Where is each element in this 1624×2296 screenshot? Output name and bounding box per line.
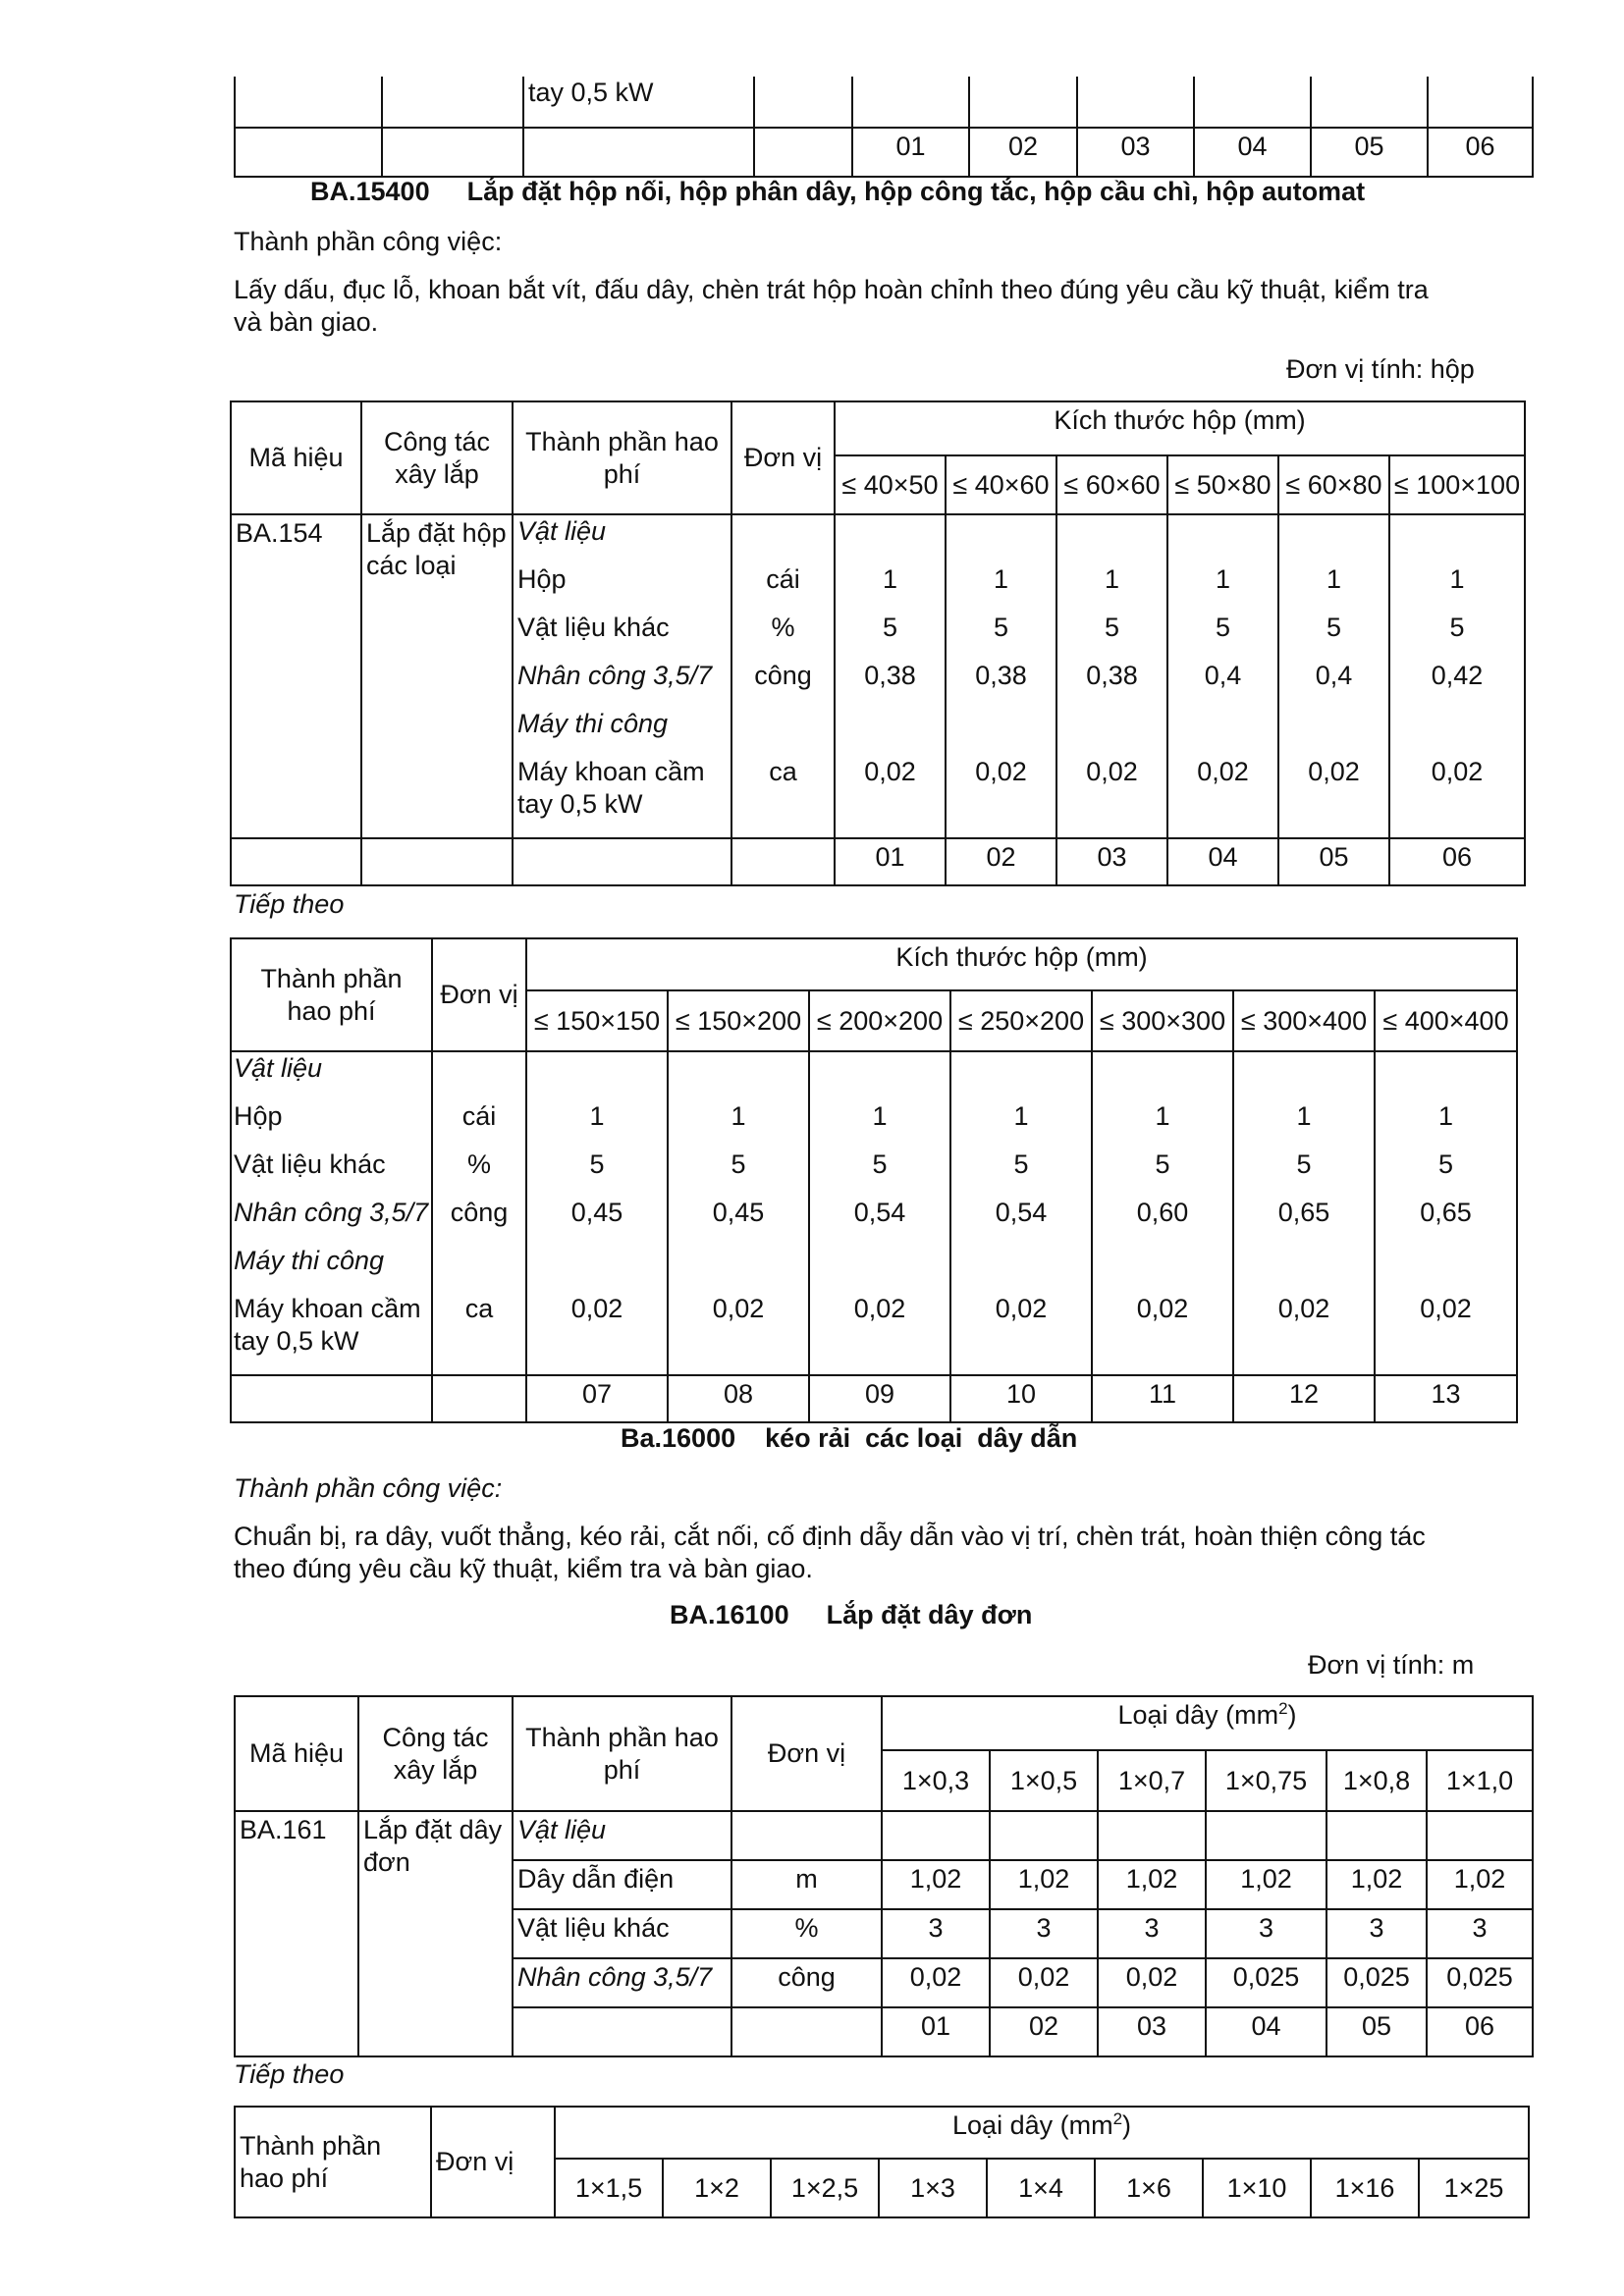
value-cell: 1,02 <box>1098 1860 1206 1909</box>
size-header: 1×0,8 <box>1326 1750 1427 1811</box>
unit-label <box>435 1052 523 1100</box>
component-label: Máy khoan cầm tay 0,5 kW <box>234 1294 421 1356</box>
code-cell: 04 <box>1167 838 1278 885</box>
code-cell: 13 <box>1375 1375 1517 1422</box>
code-cell: 01 <box>835 838 946 885</box>
section-title: kéo rải các loại dây dẫn <box>765 1423 1078 1453</box>
section-heading <box>310 177 1365 207</box>
size-header: 1×0,7 <box>1098 1750 1206 1811</box>
value-cell: 1,02 <box>1326 1860 1427 1909</box>
component-label: Hộp <box>234 1101 283 1131</box>
value-cell: 5 <box>872 1149 888 1179</box>
component-label: Máy khoan cầm tay 0,5 kW <box>517 757 705 819</box>
value-cell: 1,02 <box>882 1860 990 1909</box>
value-cell: 1 <box>872 1101 888 1131</box>
value-column <box>1389 514 1525 838</box>
value-cell: 0,02 <box>1308 757 1360 786</box>
value-cell <box>1390 708 1524 756</box>
value-cell <box>1093 1052 1232 1100</box>
unit-label: ca <box>769 757 797 786</box>
size-header: 1×2,5 <box>771 2159 879 2217</box>
value-cell: 0,02 <box>1098 1958 1206 2007</box>
unit-list <box>432 1051 526 1375</box>
size-header: 1×4 <box>987 2159 1095 2217</box>
unit-label: công <box>731 1958 882 2007</box>
component-label: Vật liệu khác <box>513 1909 731 1958</box>
value-cell: 0,02 <box>712 1294 765 1323</box>
value-cell: 1 <box>1437 1101 1454 1131</box>
component-label: Dây dẫn điện <box>513 1860 731 1909</box>
size-header: ≤ 100×100 <box>1389 455 1525 514</box>
norm-table-ba154-cont <box>230 937 1518 1423</box>
header-unit: Đơn vị <box>431 2107 555 2217</box>
unit-note: Đơn vị tính: m <box>1308 1650 1475 1680</box>
header-group-text: Loại dây (mm <box>952 2110 1113 2140</box>
value-cell <box>1376 1052 1516 1100</box>
size-header: 1×1,5 <box>555 2159 663 2217</box>
value-column <box>526 1051 668 1375</box>
code-cell: 04 <box>1194 128 1311 177</box>
section-code: BA.16100 <box>670 1600 789 1629</box>
value-cell: 5 <box>1013 1149 1029 1179</box>
value-cell <box>527 1245 667 1293</box>
code-cell: 01 <box>882 2007 990 2056</box>
value-cell: 1 <box>731 1101 746 1131</box>
code-cell: 02 <box>969 128 1077 177</box>
value-cell: 0,02 <box>995 1294 1048 1323</box>
value-column <box>1167 514 1278 838</box>
header-group-end: ) <box>1122 2110 1132 2140</box>
code-cell: 06 <box>1427 2007 1533 2056</box>
code-cell: 07 <box>526 1375 668 1422</box>
value-cell <box>1093 1245 1232 1293</box>
value-column <box>835 514 946 838</box>
value-cell: 1,02 <box>1206 1860 1326 1909</box>
value-cell: 1,02 <box>1427 1860 1533 1909</box>
norm-table-ba161-cont <box>234 2106 1530 2218</box>
value-cell: 0,4 <box>1315 661 1353 690</box>
row-code: BA.161 <box>235 1811 358 2056</box>
value-cell: 5 <box>882 613 898 642</box>
code-cell: 02 <box>946 838 1056 885</box>
unit-label <box>736 708 830 756</box>
value-cell <box>669 1245 808 1293</box>
value-cell <box>1206 1811 1326 1860</box>
unit-label: ca <box>464 1294 494 1323</box>
code-cell: 04 <box>1206 2007 1326 2056</box>
prev-table-text: tay 0,5 kW <box>523 77 754 128</box>
code-cell: 05 <box>1278 838 1389 885</box>
component-label: Nhân công 3,5/7 <box>234 1198 429 1227</box>
value-cell: 5 <box>1449 613 1465 642</box>
header-group-text: Loại dây (mm <box>1117 1700 1279 1730</box>
size-header: ≤ 300×400 <box>1233 990 1375 1051</box>
size-header: 1×3 <box>879 2159 987 2217</box>
component-label: Vật liệu khác <box>234 1149 386 1179</box>
header-group-end: ) <box>1287 1700 1297 1730</box>
value-cell: 0,02 <box>990 1958 1098 2007</box>
value-cell: 3 <box>1427 1909 1533 1958</box>
value-cell <box>836 708 945 756</box>
header-work: Công tác xây lắp <box>361 401 513 514</box>
size-header: ≤ 40×60 <box>946 455 1056 514</box>
value-cell: 5 <box>1296 1149 1312 1179</box>
row-work: Lắp đặt dây đơn <box>358 1811 513 2056</box>
value-cell <box>1057 515 1166 563</box>
value-cell: 3 <box>1326 1909 1427 1958</box>
norm-table-ba154 <box>230 400 1526 886</box>
value-cell: 1 <box>1155 1101 1170 1131</box>
header-unit: Đơn vị <box>432 938 526 1051</box>
value-cell <box>1279 708 1388 756</box>
component-label: Máy thi công <box>517 709 669 738</box>
size-header: 1×6 <box>1095 2159 1203 2217</box>
value-cell <box>947 515 1056 563</box>
size-header: ≤ 400×400 <box>1375 990 1517 1051</box>
value-cell: 0,02 <box>882 1958 990 2007</box>
size-header: 1×0,5 <box>990 1750 1098 1811</box>
row-code: BA.154 <box>231 514 361 838</box>
value-cell: 0,025 <box>1427 1958 1533 2007</box>
unit-label <box>731 1811 882 1860</box>
unit-label: công <box>754 661 812 690</box>
value-column <box>668 1051 809 1375</box>
header-group-sup: 2 <box>1112 2109 1123 2128</box>
size-header: ≤ 200×200 <box>809 990 950 1051</box>
value-cell <box>951 1245 1091 1293</box>
value-cell: 0,02 <box>853 1294 906 1323</box>
header-group <box>882 1696 1533 1750</box>
header-group: Kích thước hộp (mm) <box>526 938 1517 990</box>
value-cell: 5 <box>1215 613 1231 642</box>
code-cell: 08 <box>668 1375 809 1422</box>
unit-list <box>731 514 835 838</box>
value-cell: 0,02 <box>1431 757 1484 786</box>
prev-table-tail <box>234 77 1534 178</box>
work-label: Thành phần công việc: <box>234 227 503 256</box>
code-cell: 02 <box>990 2007 1098 2056</box>
value-cell: 1 <box>993 564 1009 594</box>
value-cell <box>1279 515 1388 563</box>
value-cell: 5 <box>589 1149 605 1179</box>
header-code: Mã hiệu <box>231 401 361 514</box>
value-column <box>1056 514 1167 838</box>
value-cell: 0,02 <box>570 1294 623 1323</box>
size-header: 1×2 <box>663 2159 771 2217</box>
unit-label: % <box>466 1149 491 1179</box>
continuation-label: Tiếp theo <box>234 2059 345 2089</box>
value-cell: 0,4 <box>1204 661 1242 690</box>
component-list <box>231 1051 432 1375</box>
size-header: ≤ 150×150 <box>526 990 668 1051</box>
size-header: ≤ 150×200 <box>668 990 809 1051</box>
value-cell <box>527 1052 667 1100</box>
work-text: Chuẩn bị, ra dây, vuốt thẳng, kéo rải, cắt nối, cố định dẫy dẫn vào vị trí, chèn trát, hoàn thiện công tác <box>234 1522 1426 1551</box>
value-cell: 5 <box>993 613 1009 642</box>
value-column <box>1092 1051 1233 1375</box>
size-header: ≤ 50×80 <box>1167 455 1278 514</box>
section-title: Lắp đặt dây đơn <box>826 1600 1033 1629</box>
value-column <box>1375 1051 1517 1375</box>
value-cell: 5 <box>1104 613 1120 642</box>
component-list <box>513 514 731 838</box>
value-cell: 0,42 <box>1431 661 1484 690</box>
value-cell: 0,025 <box>1326 1958 1427 2007</box>
value-cell: 0,02 <box>1420 1294 1472 1323</box>
code-cell: 03 <box>1077 128 1194 177</box>
code-cell: 05 <box>1311 128 1428 177</box>
work-label: Thành phần công việc: <box>234 1473 503 1503</box>
value-cell <box>836 515 945 563</box>
value-column <box>950 1051 1092 1375</box>
value-cell <box>1168 708 1277 756</box>
unit-label: cái <box>461 1101 497 1131</box>
value-column <box>809 1051 950 1375</box>
value-cell: 3 <box>990 1909 1098 1958</box>
unit-label: cái <box>766 564 800 594</box>
header-group-sup: 2 <box>1278 1699 1288 1718</box>
value-cell: 0,38 <box>1086 661 1138 690</box>
value-cell <box>810 1052 949 1100</box>
code-cell: 03 <box>1098 2007 1206 2056</box>
header-code: Mã hiệu <box>235 1696 358 1811</box>
code-cell: 09 <box>809 1375 950 1422</box>
value-cell: 1,02 <box>990 1860 1098 1909</box>
value-cell: 0,02 <box>1086 757 1138 786</box>
value-cell: 0,54 <box>995 1198 1048 1227</box>
value-cell <box>1234 1245 1374 1293</box>
value-column <box>946 514 1056 838</box>
value-cell: 0,02 <box>1197 757 1249 786</box>
header-unit: Đơn vị <box>731 401 835 514</box>
component-label: Vật liệu <box>234 1053 323 1083</box>
section-code: Ba.16000 <box>621 1423 736 1453</box>
unit-label: % <box>731 1909 882 1958</box>
header-work: Công tác xây lắp <box>358 1696 513 1811</box>
component-label: Nhân công 3,5/7 <box>517 661 713 690</box>
value-cell <box>1057 708 1166 756</box>
size-header: 1×25 <box>1419 2159 1529 2217</box>
section-heading <box>621 1423 1077 1454</box>
size-header: ≤ 250×200 <box>950 990 1092 1051</box>
header-group <box>555 2107 1529 2159</box>
size-header: 1×16 <box>1311 2159 1419 2217</box>
component-label: Vật liệu <box>513 1811 731 1860</box>
value-cell <box>1376 1245 1516 1293</box>
value-column <box>1278 514 1389 838</box>
value-cell <box>990 1811 1098 1860</box>
unit-label: m <box>731 1860 882 1909</box>
size-header: ≤ 60×60 <box>1056 455 1167 514</box>
value-cell <box>951 1052 1091 1100</box>
value-cell: 1 <box>1215 564 1231 594</box>
value-cell: 3 <box>882 1909 990 1958</box>
value-cell <box>1234 1052 1374 1100</box>
work-text: và bàn giao. <box>234 307 379 337</box>
value-cell: 0,38 <box>975 661 1027 690</box>
value-cell: 0,02 <box>975 757 1027 786</box>
size-header: ≤ 60×80 <box>1278 455 1389 514</box>
value-cell <box>1390 515 1524 563</box>
value-cell: 0,02 <box>864 757 916 786</box>
value-cell <box>947 708 1056 756</box>
value-cell <box>1326 1811 1427 1860</box>
unit-note: Đơn vị tính: hộp <box>1286 354 1475 384</box>
value-cell <box>1427 1811 1533 1860</box>
size-header: ≤ 40×50 <box>835 455 946 514</box>
value-cell: 0,38 <box>864 661 916 690</box>
value-cell: 0,65 <box>1277 1198 1330 1227</box>
value-cell: 0,02 <box>1136 1294 1189 1323</box>
value-cell: 5 <box>731 1149 746 1179</box>
header-component: Thành phần hao phí <box>513 401 731 514</box>
continuation-label: Tiếp theo <box>234 889 345 919</box>
code-cell: 01 <box>852 128 969 177</box>
value-cell: 1 <box>1013 1101 1029 1131</box>
component-label: Nhân công 3,5/7 <box>513 1958 731 2007</box>
code-cell: 05 <box>1326 2007 1427 2056</box>
value-cell: 0,02 <box>1277 1294 1330 1323</box>
value-cell: 5 <box>1155 1149 1170 1179</box>
value-cell: 3 <box>1206 1909 1326 1958</box>
header-group: Kích thước hộp (mm) <box>835 401 1525 455</box>
header-component: Thành phần hao phí <box>231 938 432 1051</box>
component-label: Vật liệu <box>517 516 607 546</box>
value-cell: 1 <box>1296 1101 1312 1131</box>
code-cell: 12 <box>1233 1375 1375 1422</box>
component-label: Vật liệu khác <box>517 613 670 642</box>
value-cell <box>810 1245 949 1293</box>
value-cell: 0,65 <box>1420 1198 1472 1227</box>
header-component: Thành phần hao phí <box>513 1696 731 1811</box>
value-cell: 0,60 <box>1136 1198 1189 1227</box>
size-header: 1×0,75 <box>1206 1750 1326 1811</box>
header-component: Thành phần hao phí <box>235 2107 431 2217</box>
work-text: theo đúng yêu cầu kỹ thuật, kiểm tra và bàn giao. <box>234 1554 813 1583</box>
unit-label <box>736 515 830 563</box>
code-cell: 10 <box>950 1375 1092 1422</box>
row-work: Lắp đặt hộp các loại <box>361 514 513 838</box>
value-cell: 1 <box>589 1101 605 1131</box>
section-title: Lắp đặt hộp nối, hộp phân dây, hộp công tắc, hộp cầu chì, hộp automat <box>466 177 1366 206</box>
size-header: 1×10 <box>1203 2159 1311 2217</box>
value-cell: 0,45 <box>570 1198 623 1227</box>
value-cell: 5 <box>1437 1149 1454 1179</box>
value-cell: 0,025 <box>1206 1958 1326 2007</box>
value-cell: 1 <box>882 564 898 594</box>
code-cell: 06 <box>1428 128 1533 177</box>
value-cell <box>882 1811 990 1860</box>
work-text: Lấy dấu, đục lỗ, khoan bắt vít, đấu dây, chèn trát hộp hoàn chỉnh theo đúng yêu cầu kỹ thuật, kiểm tra <box>234 275 1429 304</box>
value-column <box>1233 1051 1375 1375</box>
size-header: 1×0,3 <box>882 1750 990 1811</box>
value-cell: 0,54 <box>853 1198 906 1227</box>
component-label: Máy thi công <box>234 1246 385 1275</box>
unit-label: % <box>771 613 795 642</box>
size-header: 1×1,0 <box>1427 1750 1533 1811</box>
value-cell <box>669 1052 808 1100</box>
value-cell <box>1168 515 1277 563</box>
value-cell: 0,45 <box>712 1198 765 1227</box>
value-cell: 5 <box>1326 613 1342 642</box>
component-label: Hộp <box>517 564 567 594</box>
code-cell: 11 <box>1092 1375 1233 1422</box>
section-heading <box>670 1600 1032 1630</box>
value-cell: 1 <box>1326 564 1342 594</box>
norm-table-ba161 <box>234 1695 1534 2057</box>
code-cell: 03 <box>1056 838 1167 885</box>
unit-label <box>435 1245 523 1293</box>
size-header: ≤ 300×300 <box>1092 990 1233 1051</box>
value-cell <box>1098 1811 1206 1860</box>
header-unit: Đơn vị <box>731 1696 882 1811</box>
section-code: BA.15400 <box>310 177 430 206</box>
value-cell: 1 <box>1104 564 1120 594</box>
code-cell: 06 <box>1389 838 1525 885</box>
value-cell: 1 <box>1449 564 1465 594</box>
unit-label: công <box>450 1198 509 1227</box>
value-cell: 3 <box>1098 1909 1206 1958</box>
